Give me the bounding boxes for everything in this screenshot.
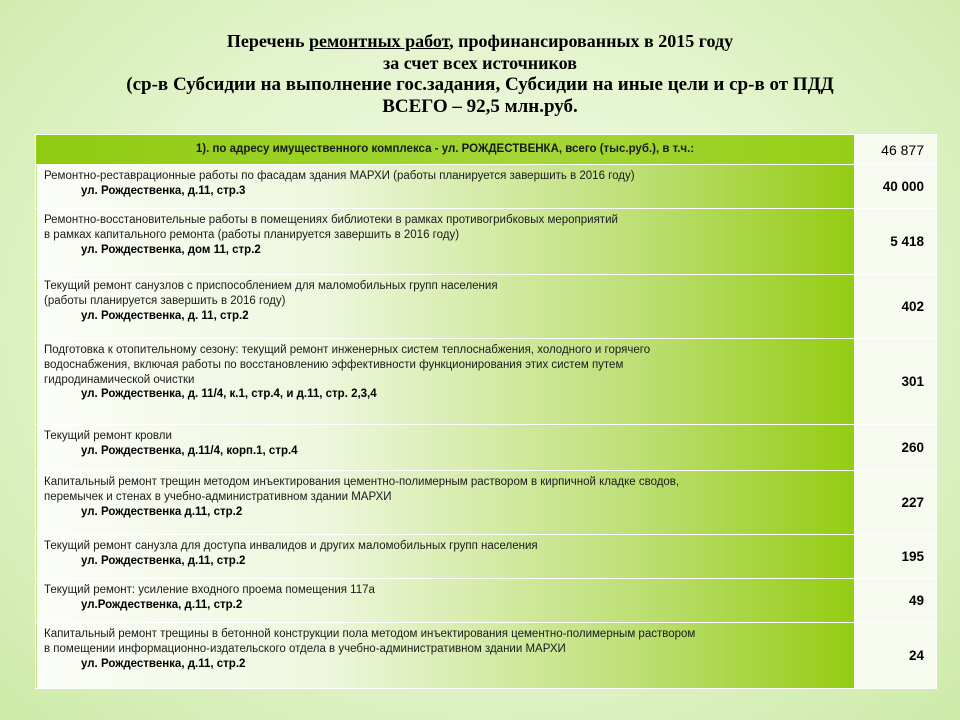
table-row	[36, 579, 937, 623]
description-line: Подготовка к отопительному сезону: текущий ремонт инженерных систем теплоснабжения, холодного и горячего	[44, 344, 651, 356]
row-value: 402	[855, 275, 937, 339]
description-line: водоснабжения, включая работы по восстановлению эффективности функционирования этих систем путем	[44, 358, 624, 371]
row-value: 301	[855, 339, 937, 425]
row-address: ул. Рождественка, д.11/4, корп.1, стр.4	[81, 444, 298, 457]
title-line-4: ВСЕГО – 92,5 млн.руб.	[382, 96, 578, 117]
row-value: 49	[855, 579, 937, 623]
row-description	[36, 275, 855, 339]
description-line: Ремонтно-восстановительные работы в помещениях библиотеки в рамках противогрибковых мероприятий	[44, 214, 618, 226]
repair-works-table	[35, 134, 937, 689]
row-address: ул. Рождественка, д. 11/4, к.1, стр.4, и д.11, стр. 2,3,4	[81, 388, 377, 401]
row-address: ул. Рождественка, д.11, стр.2	[81, 554, 246, 567]
description-line: в помещении информационно-издательского отдела в учебно-административном здании МАРХИ	[44, 642, 566, 655]
row-address: ул. Рождественка, д.11, стр.3	[81, 184, 246, 197]
row-address: ул. Рождественка д.11, стр.2	[81, 505, 243, 518]
title-line-2: за счет всех источников	[383, 53, 577, 73]
description-line: (работы планируется завершить в 2016 году)	[44, 294, 286, 307]
description-line: Текущий ремонт: усиление входного проема помещения 117а	[44, 584, 375, 596]
row-address: ул.Рождественка, д.11, стр.2	[81, 598, 243, 611]
row-value: 260	[855, 425, 937, 471]
description-line: Текущий ремонт санузла для доступа инвалидов и других маломобильных групп населения	[44, 540, 538, 552]
slide-title	[0, 30, 960, 118]
description-line: Капитальный ремонт трещин методом инъектирования цементно-полимерным раствором в кирпичной кладке сводов,	[44, 476, 680, 488]
table-row	[36, 209, 937, 275]
row-address: ул. Рождественка, дом 11, стр.2	[81, 243, 261, 256]
row-value: 40 000	[855, 165, 937, 209]
title-line-1: Перечень ремонтных работ, профинансированных в 2015 году	[226, 31, 734, 51]
title-underlined: ремонтных работ	[308, 31, 450, 51]
row-description	[36, 579, 855, 623]
description-line: Капитальный ремонт трещины в бетонной конструкции пола методом инъектирования цементно-полимерным раствором	[44, 628, 696, 640]
table-row	[36, 425, 937, 471]
row-description	[36, 623, 855, 689]
header-total: 46 877	[855, 135, 937, 165]
table-row	[36, 275, 937, 339]
table-row	[36, 165, 937, 209]
table-header-row	[36, 135, 937, 165]
row-value: 227	[855, 471, 937, 535]
row-description	[36, 339, 855, 425]
title-line-3: (ср-в Субсидии на выполнение гос.задания, Субсидии на иные цели и ср-в от ПДД	[126, 74, 834, 95]
row-description	[36, 425, 855, 471]
description-line: перемычек и стенах в учебно-административном здании МАРХИ	[44, 490, 392, 503]
row-value: 24	[855, 623, 937, 689]
row-description	[36, 209, 855, 275]
description-line: Текущий ремонт санузлов с приспособлением для маломобильных групп населения	[44, 280, 498, 292]
row-address: ул. Рождественка, д. 11, стр.2	[81, 309, 249, 322]
description-line: Текущий ремонт кровли	[44, 430, 172, 442]
header-label: 1). по адресу имущественного комплекса - ул. РОЖДЕСТВЕНКА, всего (тыс.руб.), в т.ч.:	[36, 135, 855, 165]
row-address: ул. Рождественка, д.11, стр.2	[81, 657, 246, 670]
row-value: 195	[855, 535, 937, 579]
row-description	[36, 471, 855, 535]
row-description	[36, 535, 855, 579]
description-line: в рамках капитального ремонта (работы планируется завершить в 2016 году)	[44, 228, 460, 241]
table-row	[36, 623, 937, 689]
table-row	[36, 471, 937, 535]
table-row	[36, 339, 937, 425]
table-row	[36, 535, 937, 579]
row-value: 5 418	[855, 209, 937, 275]
description-line: гидродинамической очистки	[44, 373, 195, 386]
row-description	[36, 165, 855, 209]
description-line: Ремонтно-реставрационные работы по фасадам здания МАРХИ (работы планируется завершить в 2016 году)	[44, 170, 635, 182]
